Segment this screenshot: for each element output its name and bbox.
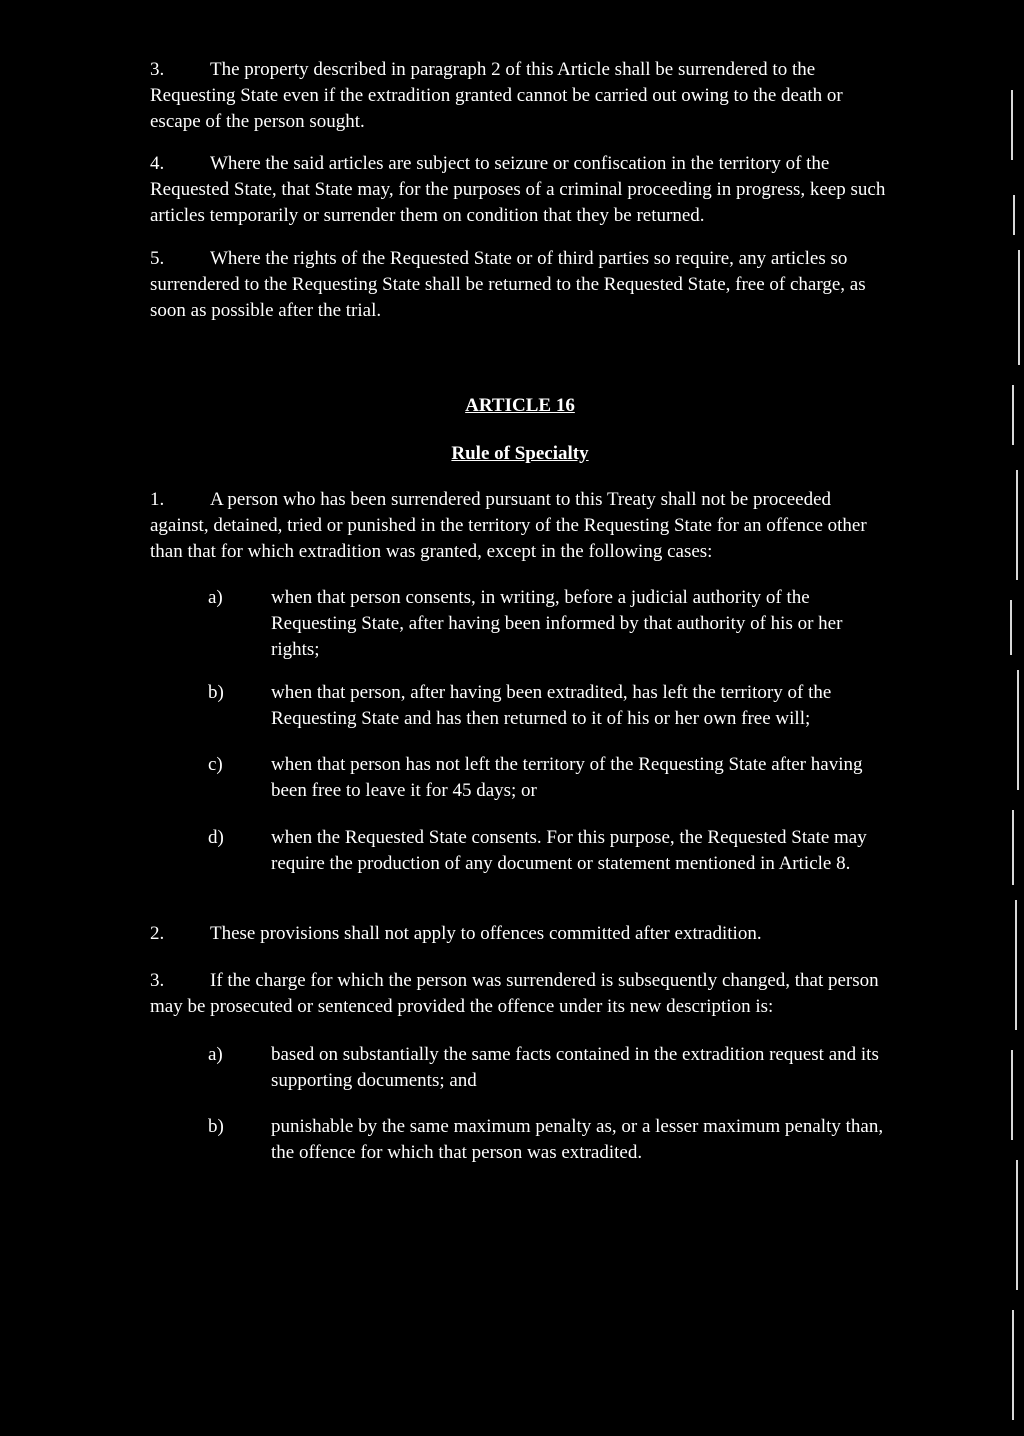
paragraph-4 [150,151,890,229]
paragraph-number: 3. [150,970,165,991]
article-paragraph-2 [150,921,890,947]
list-item-text: when that person consents, in writing, before a judicial authority of the Requesting State, after having been informed by that authority of his or her rights; [271,587,843,660]
scan-edge-line [1012,385,1014,445]
article-title: ARTICLE 16 [465,395,575,416]
list-item-text: when that person, after having been extradited, has left the territory of the Requesting State and has then returned to it of his or her own free will; [271,682,832,729]
list-item-label: d) [208,827,224,848]
paragraph-text: Where the rights of the Requested State or of third parties so require, any articles so surrendered to the Requesting State shall be returned to the Requested State, free of charge, as soon as possible after the trial. [150,248,866,321]
article-subtitle: Rule of Specialty [451,443,589,464]
list-item-label: c) [208,754,223,775]
scan-edge-line [1018,250,1020,365]
paragraph-5 [150,246,890,324]
scan-edge-line [1010,600,1012,655]
scan-edge-line [1011,1050,1013,1140]
paragraph-text: A person who has been surrendered pursuant to this Treaty shall not be proceeded against, detained, tried or punished in the territory of the Requesting State for an offence other than that for which extradition was granted, except in the following cases: [150,489,867,562]
paragraph-number: 5. [150,248,165,269]
paragraph-number: 3. [150,59,165,80]
paragraph-3 [150,57,890,135]
scan-edge-line [1016,470,1018,580]
list-item-label: b) [208,682,224,703]
paragraph-text: Where the said articles are subject to seizure or confiscation in the territory of the Requested State, that State may, for the purposes of a criminal proceeding in progress, keep such articles temporarily or surrender them on condition that they be returned. [150,153,886,226]
scan-edge-line [1015,900,1017,1030]
scan-edge-line [1011,90,1013,160]
paragraph-text: The property described in paragraph 2 of this Article shall be surrendered to the Requesting State even if the extradition granted cannot be carried out owing to the death or escape of the person sought. [150,59,843,132]
scan-edge-line [1013,195,1015,235]
paragraph-text: These provisions shall not apply to offences committed after extradition. [210,923,762,944]
paragraph-text: If the charge for which the person was surrendered is subsequently changed, that person may be prosecuted or sentenced provided the offence under its new description is: [150,970,879,1017]
list-item-text: when that person has not left the territory of the Requesting State after having been free to leave it for 45 days; or [271,754,863,801]
scan-edge-line [1016,1160,1018,1290]
scan-edge-line [1012,810,1014,885]
list-item-text: based on substantially the same facts contained in the extradition request and its supporting documents; and [271,1044,879,1091]
paragraph-number: 1. [150,489,165,510]
list-item-label: a) [208,587,223,608]
list-item-text: punishable by the same maximum penalty as, or a lesser maximum penalty than, the offence for which that person was extradited. [271,1116,884,1163]
article-paragraph-1 [150,487,890,565]
scan-edge-line [1012,1310,1014,1420]
list-item-text: when the Requested State consents. For this purpose, the Requested State may require the production of any document or statement mentioned in Article 8. [271,827,867,874]
paragraph-number: 2. [150,923,165,944]
paragraph-number: 4. [150,153,165,174]
article-paragraph-3 [150,968,890,1020]
list-item-label: b) [208,1116,224,1137]
list-item-label: a) [208,1044,223,1065]
scan-edge-line [1017,670,1019,790]
